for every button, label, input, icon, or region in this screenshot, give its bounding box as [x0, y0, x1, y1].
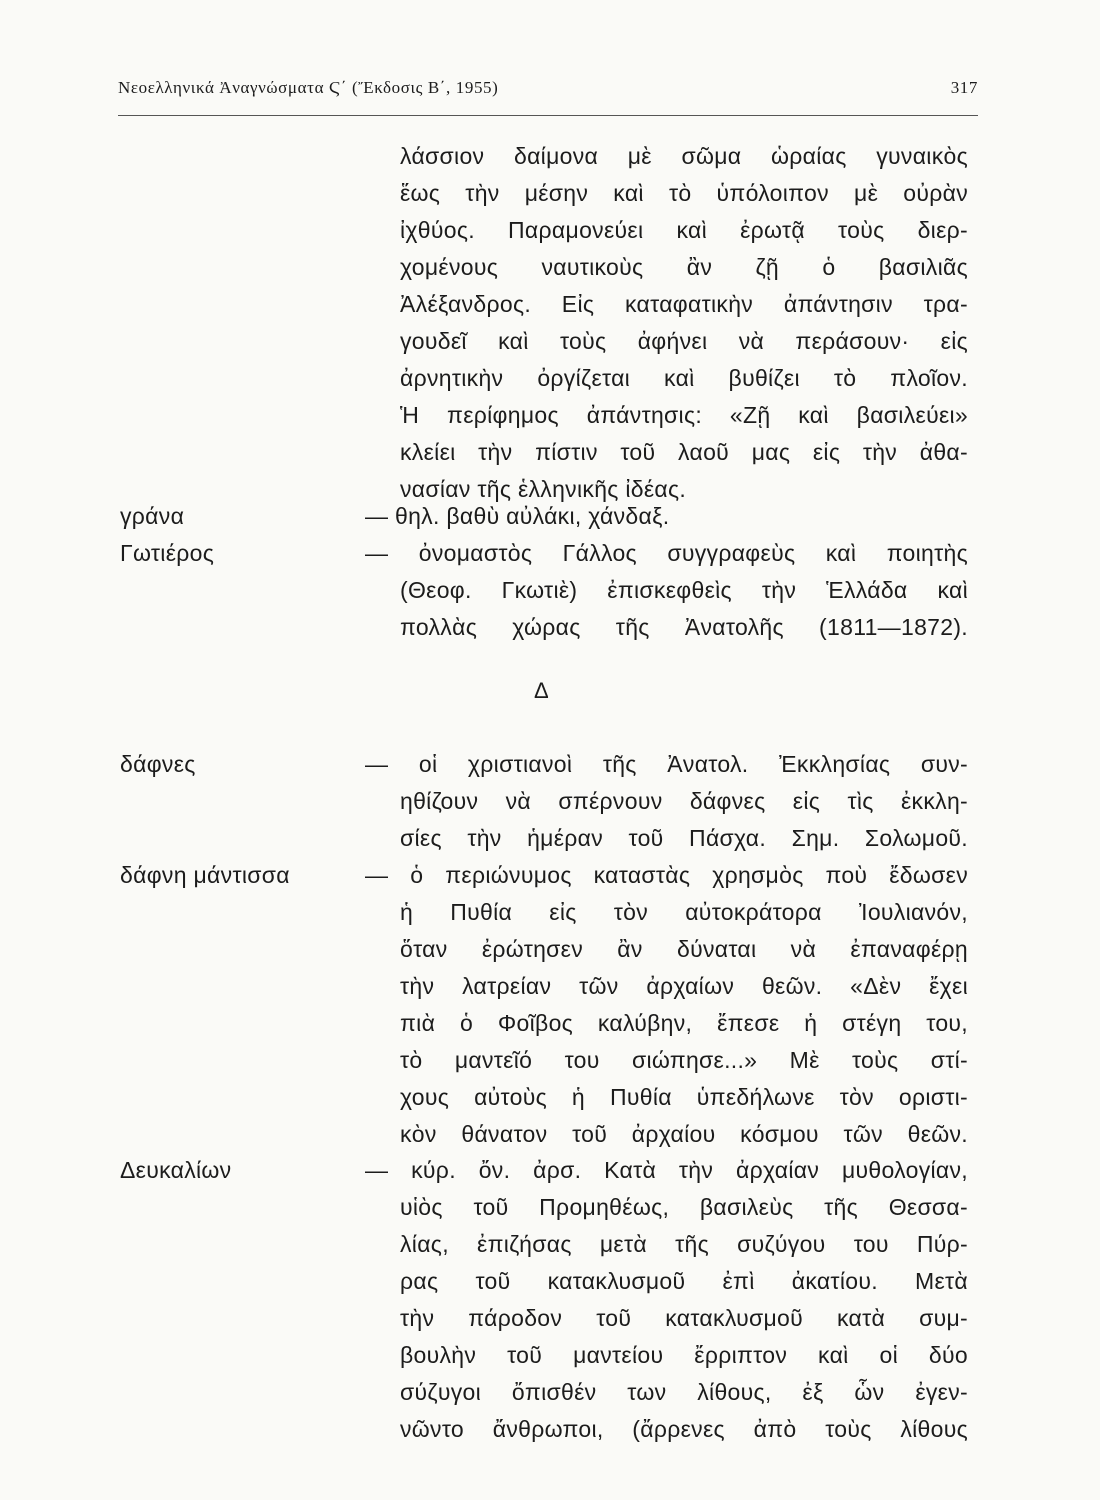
entry-term: Γωτιέρος [120, 540, 215, 566]
entry-definition-line: νῶντο ἄνθρωποι, (ἄρρενες ἀπὸ τοὺς λίθους [400, 1416, 968, 1442]
entry-definition-line: πολλὰς χώρας τῆς Ἀνατολῆς (1811—1872). [400, 614, 968, 640]
continuation-line: ἀρνητικὴν ὀργίζεται καὶ βυθίζει τὸ πλοῖον. [400, 365, 968, 391]
entry-definition-line: υἱὸς τοῦ Προμηθέως, βασιλεὺς τῆς Θεσσα- [400, 1194, 968, 1220]
entry-definition-line: — ὁ περιώνυμος καταστὰς χρησμὸς ποὺ ἔδωσεν [365, 862, 968, 888]
continuation-line: χομένους ναυτικοὺς ἂν ζῇ ὁ βασιλιᾶς [400, 254, 968, 280]
running-header [118, 78, 978, 108]
continuation-line: ἰχθύος. Παραμονεύει καὶ ἐρωτᾷ τοὺς διερ- [400, 217, 968, 243]
continuation-line: νασίαν τῆς ἑλληνικῆς ἰδέας. [400, 476, 687, 502]
entry-definition-line: ηθίζουν νὰ σπέρνουν δάφνες εἰς τὶς ἐκκλη- [400, 788, 968, 814]
entry-definition-line: τὴν πάροδον τοῦ κατακλυσμοῦ κατὰ συμ- [400, 1305, 968, 1331]
entry-definition-line: — οἱ χριστιανοὶ τῆς Ἀνατολ. Ἐκκλησίας συν- [365, 751, 968, 777]
page-number: 317 [950, 78, 978, 97]
entry-definition-line: ὅταν ἐρώτησεν ἂν δύναται νὰ ἐπαναφέρῃ [400, 936, 968, 962]
entry-definition-line: σίες τὴν ἡμέραν τοῦ Πάσχα. Σημ. Σολωμοῦ. [400, 825, 968, 851]
entry-definition-line: κὸν θάνατον τοῦ ἀρχαίου κόσμου τῶν θεῶν. [400, 1121, 968, 1147]
entry-definition-line: (Θεοφ. Γκωτιὲ) ἐπισκεφθεὶς τὴν Ἑλλάδα καὶ [400, 577, 968, 603]
continuation-line: κλείει τὴν πίστιν τοῦ λαοῦ μας εἰς τὴν ἀθα- [400, 439, 968, 465]
section-letter-heading: Δ [534, 678, 549, 703]
entry-term: Δευκαλίων [120, 1157, 232, 1183]
entry-term: δάφνη μάντισσα [120, 862, 290, 888]
continuation-line: γουδεῖ καὶ τοὺς ἀφήνει νὰ περάσουν· εἰς [400, 328, 968, 354]
entry-definition-line: πιὰ ὁ Φοῖβος καλύβην, ἔπεσε ἡ στέγη του, [400, 1010, 968, 1036]
entry-definition-line: — θηλ. βαθὺ αὐλάκι, χάνδαξ. [365, 503, 670, 529]
entry-definition-line: λίας, ἐπιζήσας μετὰ τῆς συζύγου του Πύρ- [400, 1231, 968, 1257]
entry-definition-line: — κύρ. ὄν. ἀρσ. Κατὰ τὴν ἀρχαίαν μυθολογίαν, [365, 1157, 968, 1183]
continuation-line: ἕως τὴν μέσην καὶ τὸ ὑπόλοιπον μὲ οὐρὰν [400, 180, 968, 206]
entry-term: γράνα [120, 503, 185, 529]
continuation-line: λάσσιον δαίμονα μὲ σῶμα ὡραίας γυναικὸς [400, 143, 968, 169]
entry-definition-line: τὸ μαντεῖό του σιώπησε...» Μὲ τοὺς στί- [400, 1047, 968, 1073]
continuation-line: Ἀλέξανδρος. Εἰς καταφατικὴν ἀπάντησιν τρα- [400, 291, 968, 317]
entry-definition-line: βουλὴν τοῦ μαντείου ἔρριπτον καὶ οἱ δύο [400, 1342, 968, 1368]
entry-definition-line: ρας τοῦ κατακλυσμοῦ ἐπὶ ἀκατίου. Μετὰ [400, 1268, 968, 1294]
entry-definition-line: ἡ Πυθία εἰς τὸν αὐτοκράτορα Ἰουλιανόν, [400, 899, 968, 925]
entry-term: δάφνες [120, 751, 196, 777]
entry-definition-line: χους αὐτοὺς ἡ Πυθία ὑπεδήλωνε τὸν οριστι- [400, 1084, 968, 1110]
book-title: Νεοελληνικά Ἀναγνώσματα Ϛ΄ (Ἔκδοσις Β΄, 1955) [118, 78, 499, 97]
entry-definition-line: σύζυγοι ὄπισθέν των λίθους, ἐξ ὧν ἐγεν- [400, 1379, 968, 1405]
continuation-line: Ἡ περίφημος ἀπάντησις: «Ζῇ καὶ βασιλεύει» [400, 402, 968, 428]
header-rule [118, 115, 978, 116]
entry-definition-line: τὴν λατρείαν τῶν ἀρχαίων θεῶν. «Δὲν ἔχει [400, 973, 968, 999]
entry-definition-line: — ὀνομαστὸς Γάλλος συγγραφεὺς καὶ ποιητὴς [365, 540, 968, 566]
